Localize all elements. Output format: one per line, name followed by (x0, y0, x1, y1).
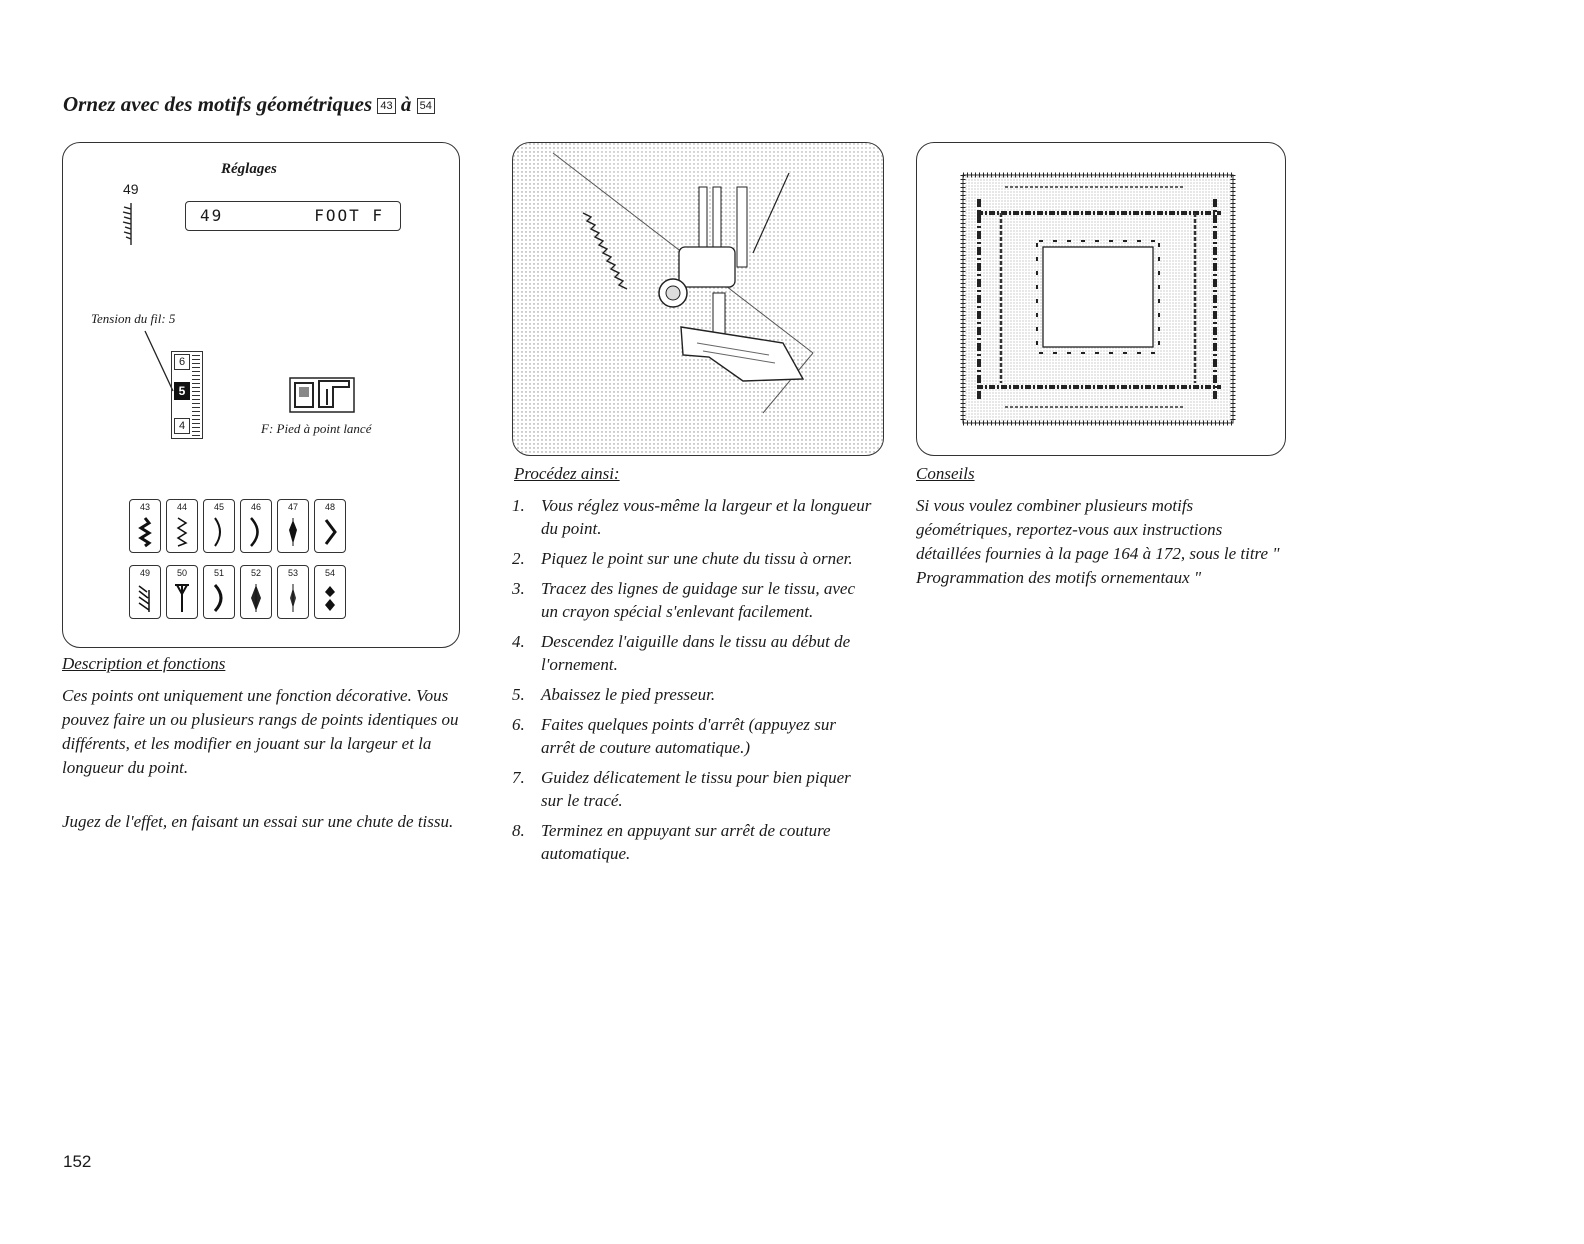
stitch-number: 50 (176, 568, 187, 578)
procedure-heading: Procédez ainsi: (514, 464, 620, 483)
procedure-step (512, 547, 872, 570)
lcd-foot-code: FOOT F (314, 206, 384, 225)
stitch-number: 51 (213, 568, 224, 578)
title-separator: à (400, 92, 412, 116)
stitch-cell-49 (129, 565, 161, 619)
stitch-49-small-icon (135, 582, 155, 614)
step-number: 2. (512, 549, 525, 568)
step-text: Descendez l'aiguille dans le tissu au début de l'ornement. (541, 632, 851, 674)
dial-mark-4: 4 (174, 418, 190, 434)
procedure-step (512, 577, 872, 623)
stitch-cell-53 (277, 565, 309, 619)
stitch-45-icon (209, 516, 229, 548)
sewing-illustration-panel (512, 142, 884, 456)
stitch-number: 52 (250, 568, 261, 578)
page-number: 152 (63, 1152, 92, 1171)
title-boxed-number-end: 54 (417, 98, 435, 114)
stitch-number: 53 (287, 568, 298, 578)
step-number: 1. (512, 496, 525, 515)
title-text: Ornez avec des motifs géométriques (63, 92, 373, 116)
stitch-49-icon (121, 201, 141, 247)
procedure-step (512, 494, 872, 540)
procedure-step (512, 630, 872, 676)
stitch-44-icon (172, 516, 192, 548)
step-number: 6. (512, 715, 525, 734)
stitch-54-icon (320, 582, 340, 614)
step-number: 5. (512, 685, 525, 704)
stitch-cell-47 (277, 499, 309, 553)
lcd-display (185, 201, 401, 231)
stitch-cell-45 (203, 499, 235, 553)
step-text: Faites quelques points d'arrêt (appuyez sur arrêt de couture automatique.) (541, 715, 836, 757)
stitch-46-icon (246, 516, 266, 548)
procedure-step (512, 683, 872, 706)
sewing-machine-foot-illustration (513, 143, 883, 455)
stitch-number: 43 (139, 502, 150, 512)
tips-paragraph: Si vous voulez combiner plusieurs motifs géométriques, reportez-vous aux instructions détaillées fournies à la page 164 à 172, sous le titre " Programmation des motifs ornementaux " (916, 496, 1280, 587)
step-text: Piquez le point sur une chute du tissu à orner. (541, 549, 853, 568)
procedure-step (512, 819, 872, 865)
tension-label: Tension du fil: 5 (91, 311, 176, 326)
lcd-pattern-number: 49 (200, 206, 224, 225)
page-title (63, 92, 435, 117)
stitch-50-icon (172, 582, 192, 614)
stitch-cell-43 (129, 499, 161, 553)
stitch-47-icon (283, 516, 303, 548)
step-number: 7. (512, 768, 525, 787)
stitch-number: 54 (324, 568, 335, 578)
stitch-cell-50 (166, 565, 198, 619)
pattern-number: 49 (123, 181, 139, 197)
stitch-number: 45 (213, 502, 224, 512)
stitch-number: 44 (176, 502, 187, 512)
step-text: Vous réglez vous-même la largeur et la longueur du point. (541, 496, 872, 538)
step-number: 3. (512, 579, 525, 598)
stitch-53-icon (283, 582, 303, 614)
step-number: 4. (512, 632, 525, 651)
dial-ticks (192, 352, 200, 436)
title-boxed-number-start: 43 (377, 98, 395, 114)
stitch-cell-46 (240, 499, 272, 553)
foot-caption: F: Pied à point lancé (261, 421, 372, 436)
procedure-steps (512, 494, 872, 872)
step-text: Guidez délicatement le tissu pour bien piquer sur le tracé. (541, 768, 851, 810)
description-paragraph-1: Ces points ont uniquement une fonction décorative. Vous pouvez faire un ou plusieurs rangs de points identiques ou différents, et les modifier en jouant sur la largeur et la longueur du point. (62, 686, 459, 777)
step-text: Terminez en appuyant sur arrêt de couture automatique. (541, 821, 831, 863)
embroidery-result-panel (916, 142, 1286, 456)
dial-mark-6: 6 (174, 354, 190, 370)
square-embroidery-illustration (917, 143, 1285, 455)
procedure-step (512, 766, 872, 812)
presser-foot-f-icon (289, 377, 355, 413)
stitch-cell-54 (314, 565, 346, 619)
stitch-51-icon (209, 582, 229, 614)
description-heading: Description et fonctions (62, 654, 226, 673)
step-number: 8. (512, 821, 525, 840)
tips-heading: Conseils (916, 464, 975, 483)
dial-mark-5: 5 (174, 382, 190, 400)
procedure-step (512, 713, 872, 759)
stitch-52-icon (246, 582, 266, 614)
stitch-43-icon (135, 516, 155, 548)
description-paragraph-2: Jugez de l'effet, en faisant un essai sur une chute de tissu. (62, 812, 454, 831)
stitch-cell-51 (203, 565, 235, 619)
stitch-cell-44 (166, 499, 198, 553)
tension-dial (171, 351, 203, 439)
stitch-number: 46 (250, 502, 261, 512)
stitch-number: 47 (287, 502, 298, 512)
settings-panel (62, 142, 460, 648)
stitch-48-icon (320, 516, 340, 548)
stitch-number: 49 (139, 568, 150, 578)
settings-heading: Réglages (221, 161, 277, 177)
stitch-cell-52 (240, 565, 272, 619)
stitch-cell-48 (314, 499, 346, 553)
stitch-number: 48 (324, 502, 335, 512)
step-text: Tracez des lignes de guidage sur le tissu, avec un crayon spécial s'enlevant facilement. (541, 579, 855, 621)
step-text: Abaissez le pied presseur. (541, 685, 716, 704)
